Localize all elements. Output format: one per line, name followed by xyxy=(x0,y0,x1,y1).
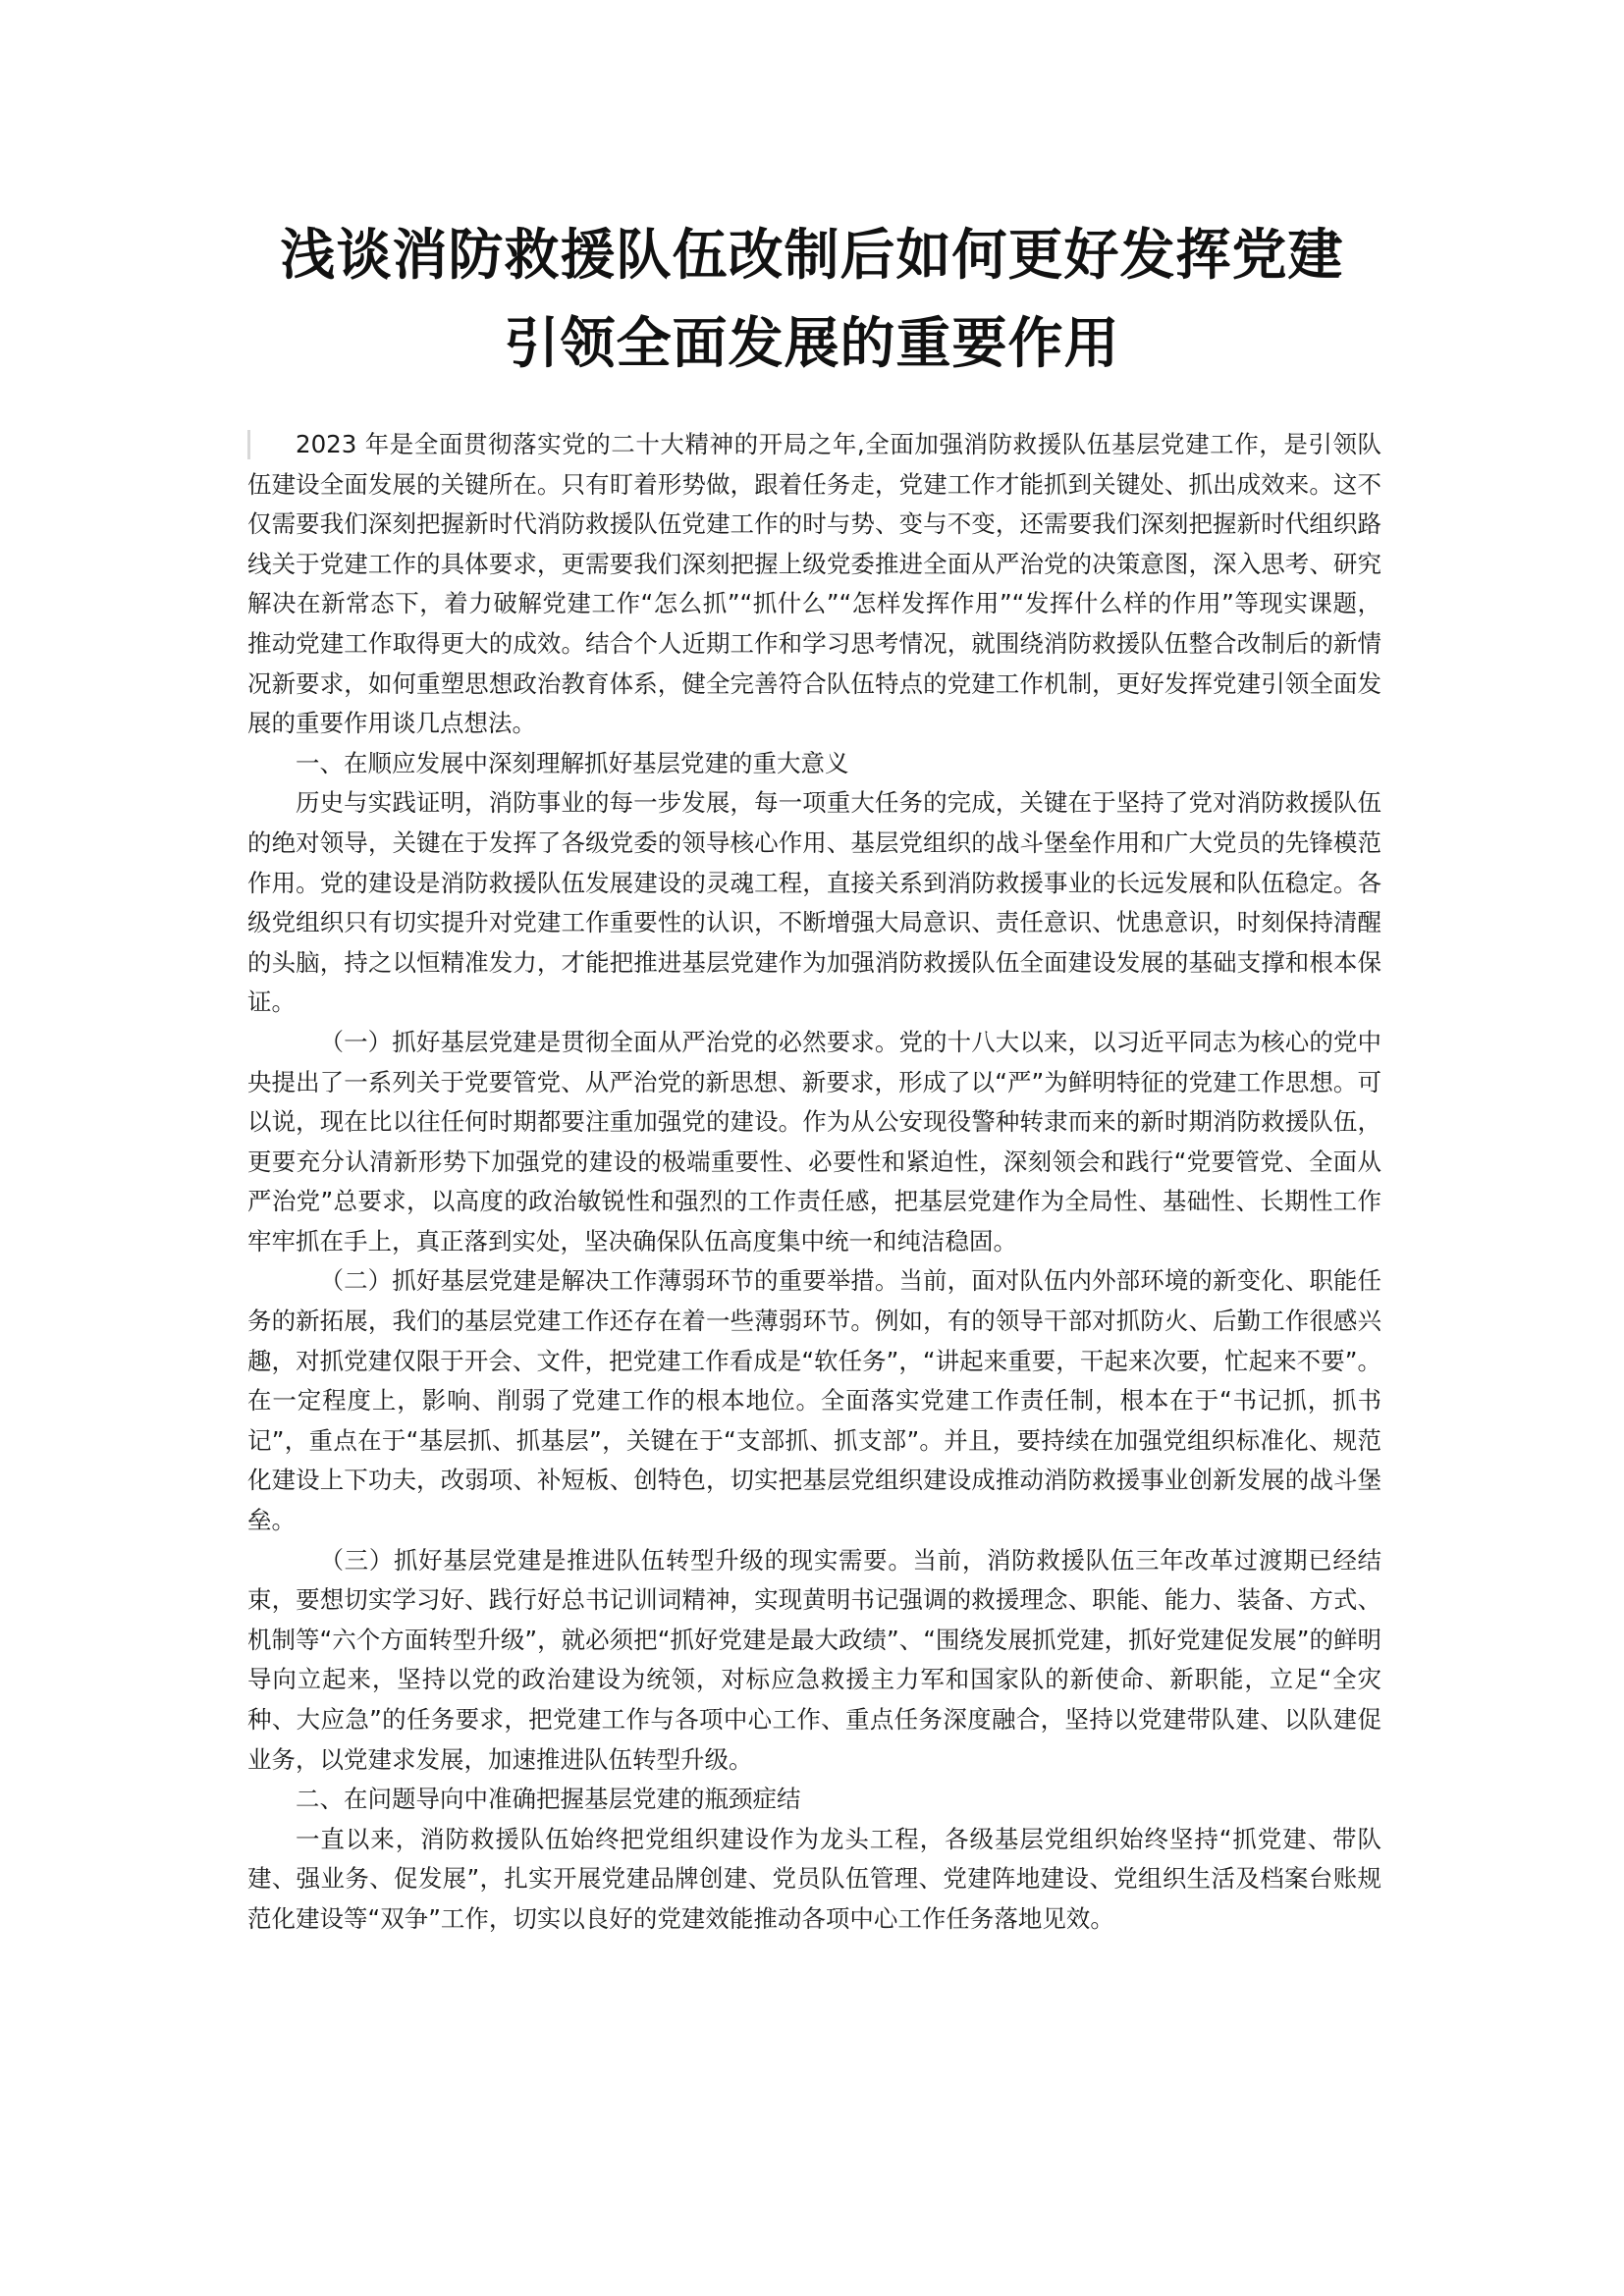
paragraph-point-1: （一）抓好基层党建是贯彻全面从严治党的必然要求。党的十八大以来，以习近平同志为核心的党中央提出了一系列关于党要管党、从严治党的新思想、新要求，形成了以“严”为鲜明特征的党建工作思想。可以说，现在比以往任何时期都要注重加强党的建设。作为从公安现役警种转隶而来的新时期消防救援队伍，更要充分认清新形势下加强党的建设的极端重要性、必要性和紧迫性，深刻领会和践行“党要管党、全面从严治党”总要求，以高度的政治敏锐性和强烈的工作责任感，把基层党建作为全局性、基础性、长期性工作牢牢抓在手上，真正落到实处，坚决确保队伍高度集中统一和纯洁稳固。 xyxy=(247,1027,1381,1255)
title-line-2: 引领全面发展的重要作用 xyxy=(504,312,1120,376)
section-heading-1: 一、在顺应发展中深刻理解抓好基层党建的重大意义 xyxy=(296,748,849,777)
document-title xyxy=(147,212,1477,389)
section-heading-2: 二、在问题导向中准确把握基层党建的瓶颈症结 xyxy=(296,1785,801,1814)
document-body xyxy=(247,425,1381,1940)
paragraph-section-2: 一直以来，消防救援队伍始终把党组织建设作为龙头工程，各级基层党组织始终坚持“抓党建、带队建、强业务、促发展”，扎实开展党建品牌创建、党员队伍管理、党建阵地建设、党组织生活及档案台账规范化建设等“双争”工作，切实以良好的党建效能推动各项中心工作任务落地见效。 xyxy=(247,1824,1381,1933)
paragraph-intro: 2023 年是全面贯彻落实党的二十大精神的开局之年,全面加强消防救援队伍基层党建工作，是引领队伍建设全面发展的关键所在。只有盯着形势做，跟着任务走，党建工作才能抓到关键处、抓出成效来。这不仅需要我们深刻把握新时代消防救援队伍党建工作的时与势、变与不变，还需要我们深刻把握新时代组织路线关于党建工作的具体要求，更需要我们深刻把握上级党委推进全面从严治党的决策意图，深入思考、研究解决在新常态下，着力破解党建工作“怎么抓”“抓什么”“怎样发挥作用”“发挥什么样的作用”等现实课题，推动党建工作取得更大的成效。结合个人近期工作和学习思考情况，就围绕消防救援队伍整合改制后的新情况新要求，如何重塑思想政治教育体系，健全完善符合队伍特点的党建工作机制，更好发挥党建引领全面发展的重要作用谈几点想法。 xyxy=(247,430,1381,738)
paragraph-point-3: （三）抓好基层党建是推进队伍转型升级的现实需要。当前，消防救援队伍三年改革过渡期已经结束，要想切实学习好、践行好总书记训词精神，实现黄明书记强调的救援理念、职能、能力、装备、方式、机制等“六个方面转型升级”，就必须把“抓好党建是最大政绩”、“围绕发展抓党建，抓好党建促发展”的鲜明导向立起来，坚持以党的政治建设为统领，对标应急救援主力军和国家队的新使命、新职能，立足“全灾种、大应急”的任务要求，把党建工作与各项中心工作、重点任务深度融合，坚持以党建带队建、以队建促业务，以党建求发展，加速推进队伍转型升级。 xyxy=(247,1545,1381,1774)
title-line-1: 浅谈消防救援队伍改制后如何更好发挥党建 xyxy=(280,224,1344,288)
paragraph-section-1: 历史与实践证明，消防事业的每一步发展，每一项重大任务的完成，关键在于坚持了党对消防救援队伍的绝对领导，关键在于发挥了各级党委的领导核心作用、基层党组织的战斗堡垒作用和广大党员的先锋模范作用。党的建设是消防救援队伍发展建设的灵魂工程，直接关系到消防救援事业的长远发展和队伍稳定。各级党组织只有切实提升对党建工作重要性的认识，不断增强大局意识、责任意识、忧患意识，时刻保持清醒的头脑，持之以恒精准发力，才能把推进基层党建作为加强消防救援队伍全面建设发展的基础支撑和根本保证。 xyxy=(247,788,1381,1017)
paragraph-point-2: （二）抓好基层党建是解决工作薄弱环节的重要举措。当前，面对队伍内外部环境的新变化、职能任务的新拓展，我们的基层党建工作还存在着一些薄弱环节。例如，有的领导干部对抓防火、后勤工作很感兴趣，对抓党建仅限于开会、文件，把党建工作看成是“软任务”，“讲起来重要，干起来次要，忙起来不要”。在一定程度上，影响、削弱了党建工作的根本地位。全面落实党建工作责任制，根本在于“书记抓，抓书记”，重点在于“基层抓、抓基层”，关键在于“支部抓、抓支部”。并且，要持续在加强党组织标准化、规范化建设上下功夫，改弱项、补短板、创特色，切实把基层党组织建设成推动消防救援事业创新发展的战斗堡垒。 xyxy=(247,1266,1381,1535)
